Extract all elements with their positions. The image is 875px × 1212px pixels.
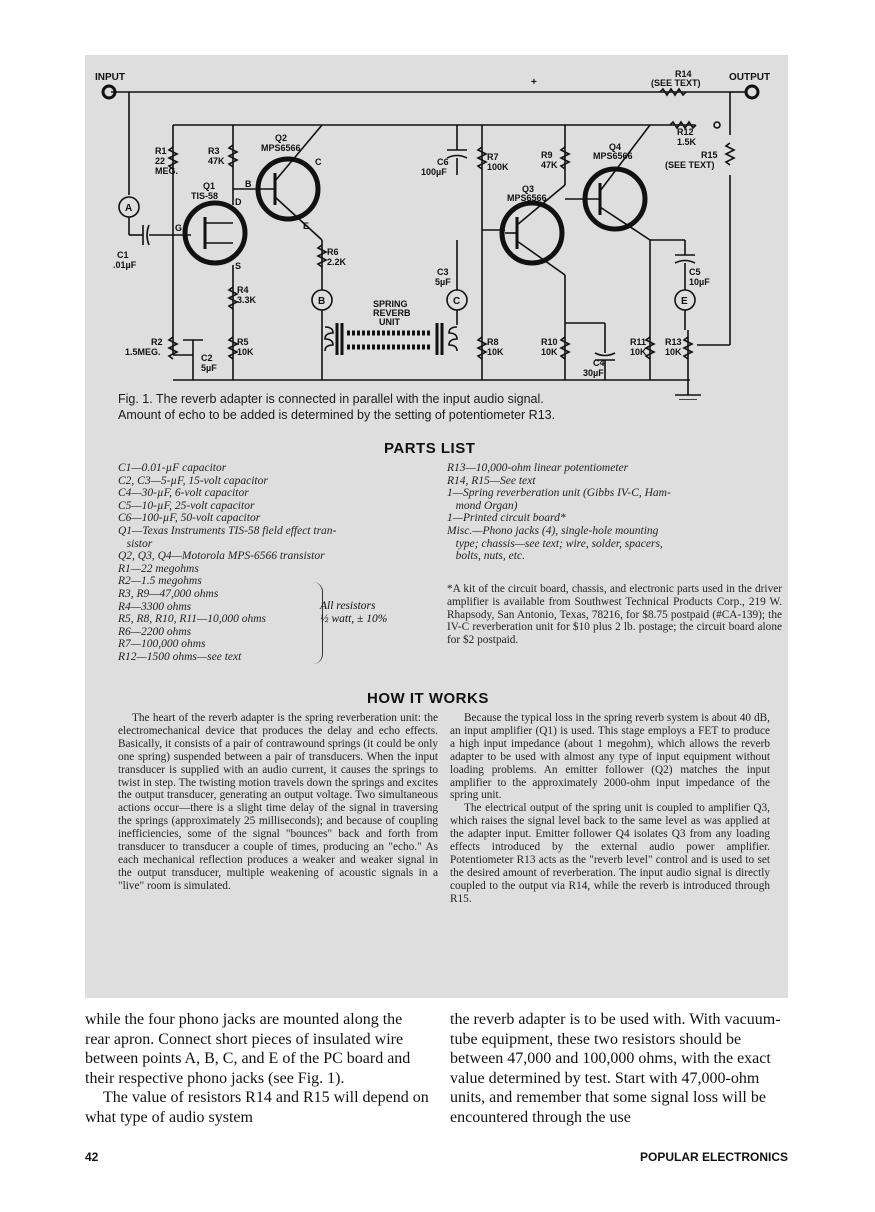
label-reverb: REVERB [373,308,411,318]
schematic-diagram [85,55,788,400]
kit-note: *A kit of the circuit board, chassis, and electronic parts used in the driver amplifier is available from Southwest Technical Products Corp., 219 W. Rhapsody, San Antonio, Texas, 78216, for $8.75 postpaid (#CA-139); the IV-C reverberation unit for $10 plus 2 lb. postage; the circuit board alone for $2 postpaid. [447,583,782,647]
how-it-works-paragraph: The electrical output of the spring unit is coupled to amplifier Q3, which raises the signal level back to the same level as was applied at the adapter input. Emitter follower Q4 isolates Q3 from any loading effects introduced by the external audio power amplifier. Potentiometer R13 acts as the "reverb level" control and is used to set the desired amount of reverberation. The input audio signal is directly coupled to the output via R14, while the reverb is introduced through R15. [450,802,770,905]
label-c5-val: 10µF [689,277,710,287]
label-r1-v2: MEG. [155,166,179,176]
body-paragraph: The value of resistors R14 and R15 will depend on what type of audio system [85,1089,429,1126]
label-r15-note: (SEE TEXT) [665,160,715,170]
parts-item: C1—0.01-µF capacitor [118,462,227,474]
resistor-note [320,600,387,626]
label-plus: + [531,77,537,88]
label-c6: C6 [437,157,449,167]
label-input: INPUT [95,72,125,83]
label-point-b: B [318,296,326,307]
label-q2-collector: C [315,157,322,167]
label-r6: R6 [327,247,339,257]
q1-transistor-icon [185,203,245,263]
parts-item: R2—1.5 megohms [118,575,202,588]
label-r11-val: 10K [630,347,647,357]
body-text-left [85,1010,430,1127]
label-c2: C2 [201,353,213,363]
resistor-note-line-1: All resistors [320,600,376,612]
body-text-right [450,1010,795,1127]
label-q1-type: TIS-58 [191,191,219,201]
parts-item: R13—10,000-ohm linear potentiometer [447,462,629,474]
parts-item: R6—2200 ohms [118,625,192,638]
label-r3: R3 [208,146,220,156]
body-paragraph: while the four phono jacks are mounted along the rear apron. Connect short pieces of insulated wire between points A, B, C, and E of the PC board and their respective phono jacks (see Fig. 1). [85,1011,411,1087]
label-c1: C1 [117,250,129,260]
label-point-c: C [453,296,461,307]
caption-line-2: Amount of echo to be added is determined by the setting of potentiometer R13. [118,408,556,422]
label-r8-val: 10K [487,347,504,357]
parts-item: mond Organ) [447,499,518,512]
parts-item: 1—Printed circuit board* [447,512,566,525]
label-r9-val: 47K [541,160,558,170]
label-r13: R13 [665,337,682,347]
label-r14-note: (SEE TEXT) [651,78,701,88]
label-r5: R5 [237,337,249,347]
label-r6-val: 2.2K [327,257,347,267]
parts-item: Q2, Q3, Q4—Motorola MPS-6566 transistor [118,550,325,563]
r15-resistor-icon [726,143,734,165]
page-number: 42 [85,1150,99,1164]
label-c2-val: 5µF [201,363,217,373]
parts-item: R4—3300 ohms [118,600,192,613]
label-q2-base: B [245,179,252,189]
label-c3-val: 5µF [435,277,451,287]
label-c6-val: 100µF [421,167,447,177]
label-spring: SPRING [373,299,408,309]
parts-item: 1—Spring reverberation unit (Gibbs IV-C, Ham- [447,487,671,500]
label-r1: R1 [155,146,167,156]
label-r1-v1: 22 [155,156,166,166]
label-unit: UNIT [379,317,400,327]
how-it-works-paragraph: Because the typical loss in the spring reverb system is about 40 dB, an input amplifier (Q1) is used. This stage employs a FET to produce a high input impedance (about 1 megohm), which allows the reverb adapter to be used with almost any type of input equipment without loading problems. An emitter follower (Q2) matches the input amplifier to the approximately 2000-ohm input impedance of the spring unit. [450,712,770,802]
label-r14: R14 [675,69,692,79]
how-it-works-col1 [118,712,438,893]
how-it-works-col2 [450,712,770,906]
label-r10: R10 [541,337,558,347]
label-c1-val: .01µF [113,260,137,270]
parts-item: R3, R9—47,000 ohms [118,587,219,600]
label-q1: Q1 [203,181,216,191]
label-r4: R4 [237,285,249,295]
parts-item: C6—100-µF, 50-volt capacitor [118,512,261,525]
label-q4: Q4 [609,142,622,152]
label-q3: Q3 [522,184,535,194]
label-c4-val: 30µF [583,368,604,378]
parts-item: R14, R15—See text [447,474,536,487]
parts-item: bolts, nuts, etc. [447,550,525,563]
how-it-works-paragraph: The heart of the reverb adapter is the spring reverberation unit: the electromechanical device that produces the delay and echo effects. Basically, it consists of a pair of contrawound springs (it could be only one spring) suspended between a pair of transducers. When the input transducer is supplied with an audio current, it causes the springs to twist in step. The twisting motion travels down the springs and excites the output transducer, generating an output voltage. Two simultaneous actions occur—there is a slight time delay of the signal in traversing the springs (approximately 25 milliseconds); and because of coupling inefficiencies, some of the signal "bounces" back and forth from transducer to transducer a couple of times, producing an "echo." As each mechanical reflection produces a weaker and weaker signal in the output transducer, multiple weakening of acoustic signals in a "live" room is simulated. [118,712,438,892]
parts-item: R12—1500 ohms—see text [118,650,242,663]
label-r4-val: 3.3K [237,295,257,305]
label-q1-gate: G [175,223,183,233]
body-paragraph: the reverb adapter is to be used with. With vacuum-tube equipment, these two resistors should be between 47,000 and 100,000 ohms, with the exact value determined by test. Start with 47,000-ohm units, and remember that some signal loss will be encountered through the use [450,1011,781,1126]
label-r7-val: 100K [487,162,509,172]
caption-line-1: Fig. 1. The reverb adapter is connected in parallel with the input audio signal. [118,392,544,406]
parts-list-left [118,462,336,664]
parts-item: C4—30-µF, 6-volt capacitor [118,487,249,500]
label-r2: R2 [151,337,163,347]
parts-item: C5—10-µF, 25-volt capacitor [118,499,255,512]
parts-item: C2, C3—5-µF, 15-volt capacitor [118,474,268,487]
label-point-e: E [681,296,688,307]
label-q2-emitter: E [303,221,310,231]
label-point-a: A [125,203,133,214]
parts-list-right [447,462,671,563]
label-r7: R7 [487,152,499,162]
label-r11: R11 [630,337,647,347]
parts-item: R5, R8, R10, R11—10,000 ohms [118,613,267,626]
label-r10-val: 10K [541,347,558,357]
label-r15: R15 [701,150,718,160]
label-c3: C3 [437,267,449,277]
label-r3-val: 47K [208,156,225,166]
label-q2-type: MPS6566 [261,143,301,153]
label-r8: R8 [487,337,499,347]
parts-item: Misc.—Phono jacks (4), single-hole mounting [447,524,659,537]
label-r2-val: 1.5MEG. [125,347,161,357]
label-c4: C4 [593,358,605,368]
label-r13-val: 10K [665,347,682,357]
magazine-name: POPULAR ELECTRONICS [640,1150,789,1164]
parts-item: R1—22 megohms [118,562,199,575]
label-q3-type: MPS6566 [507,193,547,203]
label-q4-type: MPS6566 [593,151,633,161]
how-it-works-title: HOW IT WORKS [367,690,489,707]
label-r12: R12 [677,127,694,137]
figure-caption [118,391,678,423]
parts-item: type; chassis—see text; wire, solder, spacers, [447,537,663,550]
label-q1-source: S [235,261,242,271]
label-c5: C5 [689,267,701,277]
label-r12-val: 1.5K [677,137,697,147]
label-r5-val: 10K [237,347,254,357]
output-jack-icon [746,86,758,98]
label-r9: R9 [541,150,553,160]
label-output: OUTPUT [729,72,771,83]
label-q1-drain: D [235,197,242,207]
parts-item: R7—100,000 ohms [118,638,206,651]
parts-item: Q1—Texas Instruments TIS-58 field effect tran- [118,524,337,537]
resistor-note-line-2: ½ watt, ± 10% [320,613,388,625]
label-q2: Q2 [275,133,288,143]
parts-item: sistor [118,537,153,550]
parts-list-title: PARTS LIST [384,440,476,457]
